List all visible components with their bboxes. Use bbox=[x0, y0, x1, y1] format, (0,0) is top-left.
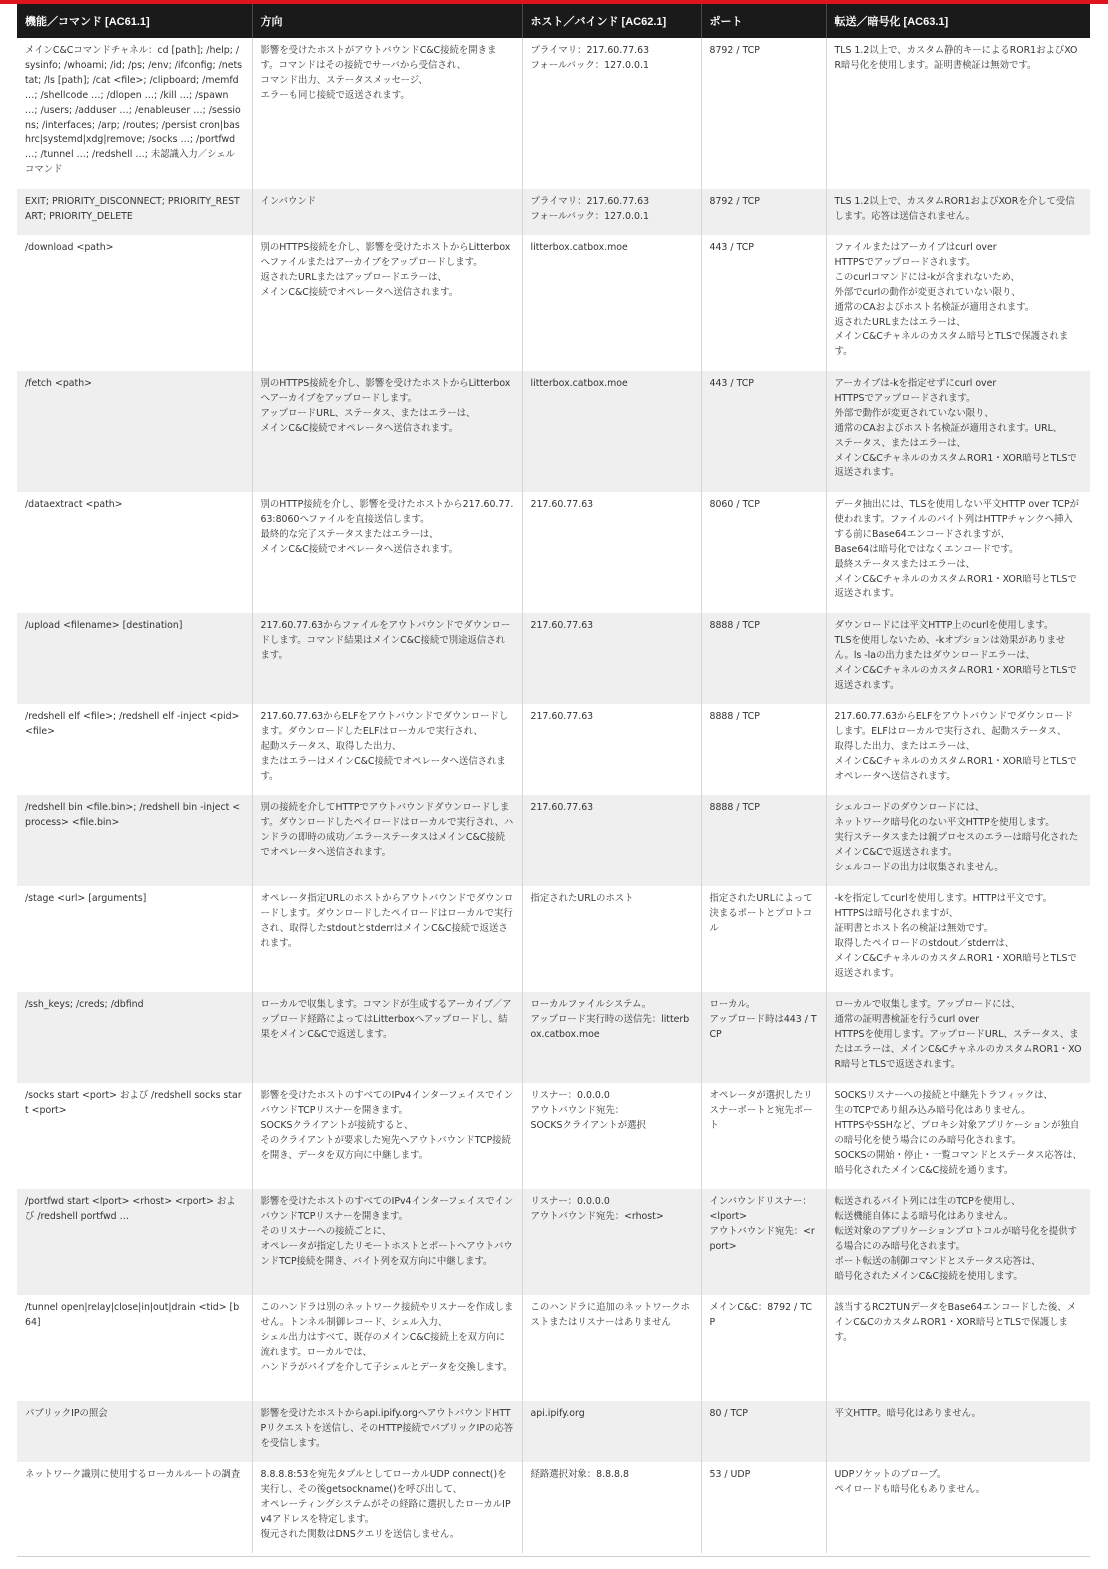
cell-host: 217.60.77.63 bbox=[522, 492, 701, 613]
cell-feature: メインC&Cコマンドチャネル：cd [path]; /help; /sysinfo; /whoami; /id; /ps; /env; /ifconfig; /netstat; /ls [path]; /cat <file>; /clipboard; /memfd …; /shellcode …; /dlopen …; /kill …; /spawn …; /users; /adduser …; /enableuser …; /sessions; /interfaces; /arp; /routes; /persist cron|bashrc|systemd|xdg|remove; /socks …; /portfwd …; /tunnel …; /redshell …; 未認識入力／シェルコマンド bbox=[17, 38, 252, 189]
cell-direction: 別のHTTPS接続を介し、影響を受けたホストからLitterboxへアーカイブをアップロードします。 アップロードURL、ステータス、またはエラーは、 メインC&C接続でオペレータへ送信されます。 bbox=[252, 371, 522, 492]
cell-port: 443 / TCP bbox=[701, 235, 826, 371]
table-row bbox=[17, 704, 1090, 795]
command-table-container bbox=[17, 4, 1090, 1553]
cell-direction: 別のHTTPS接続を介し、影響を受けたホストからLitterboxへファイルまたはアーカイブをアップロードします。 返されたURLまたはアップロードエラーは、 メインC&C接続でオペレータへ送信されます。 bbox=[252, 235, 522, 371]
cell-feature: パブリックIPの照会 bbox=[17, 1401, 252, 1462]
cell-feature: /dataextract <path> bbox=[17, 492, 252, 613]
table-row bbox=[17, 1189, 1090, 1295]
cell-feature: /portfwd start <lport> <rhost> <rport> および /redshell portfwd … bbox=[17, 1189, 252, 1295]
table-row bbox=[17, 1401, 1090, 1462]
table-row bbox=[17, 38, 1090, 189]
cell-feature: /stage <url> [arguments] bbox=[17, 886, 252, 992]
cell-host: ローカルファイルシステム。 アップロード実行時の送信先：litterbox.catbox.moe bbox=[522, 992, 701, 1083]
cell-host: リスナー：0.0.0.0 アウトバウンド宛先：<rhost> bbox=[522, 1189, 701, 1295]
cell-host: api.ipify.org bbox=[522, 1401, 701, 1462]
cell-direction: 別のHTTP接続を介し、影響を受けたホストから217.60.77.63:8060へファイルを直接送信します。 最終的な完了ステータスまたはエラーは、 メインC&C接続でオペレータへ送信されます。 bbox=[252, 492, 522, 613]
cell-transport: 217.60.77.63からELFをアウトバウンドでダウンロードします。ELFはローカルで実行され、起動ステータス、 取得した出力、またはエラーは、 メインC&CチャネルのカスタムROR1・XOR暗号とTLSでオペレータへ送信されます。 bbox=[826, 704, 1090, 795]
cell-direction: オペレータ指定URLのホストからアウトバウンドでダウンロードします。ダウンロードしたペイロードはローカルで実行され、取得したstdoutとstderrはメインC&C接続で返送されます。 bbox=[252, 886, 522, 992]
cell-host: 指定されたURLのホスト bbox=[522, 886, 701, 992]
cell-transport: ファイルまたはアーカイブはcurl over HTTPSでアップロードされます。 このcurlコマンドには-kが含まれないため、 外部でcurlの動作が変更されていない限り、 通常のCAおよびホスト名検証が適用されます。 返されたURLまたはエラーは、 メインC&Cチャネルのカスタム暗号とTLSで保護されます。 bbox=[826, 235, 1090, 371]
cell-transport: UDPソケットのプローブ。 ペイロードも暗号化もありません。 bbox=[826, 1462, 1090, 1553]
header-row bbox=[17, 4, 1090, 38]
table-row bbox=[17, 1083, 1090, 1189]
cell-host: 217.60.77.63 bbox=[522, 613, 701, 704]
cell-direction: 影響を受けたホストのすべてのIPv4インターフェイスでインバウンドTCPリスナーを開きます。 SOCKSクライアントが接続すると、 そのクライアントが要求した宛先へアウトバウンドTCP接続を開き、データを双方向に中継します。 bbox=[252, 1083, 522, 1189]
cell-port: 443 / TCP bbox=[701, 371, 826, 492]
cell-host: プライマリ：217.60.77.63 フォールバック：127.0.0.1 bbox=[522, 38, 701, 189]
cell-host: リスナー：0.0.0.0 アウトバウンド宛先： SOCKSクライアントが選択 bbox=[522, 1083, 701, 1189]
table-row bbox=[17, 992, 1090, 1083]
cell-feature: /download <path> bbox=[17, 235, 252, 371]
cell-direction: インバウンド bbox=[252, 189, 522, 235]
cell-port: 指定されたURLによって決まるポートとプロトコル bbox=[701, 886, 826, 992]
cell-host: 217.60.77.63 bbox=[522, 704, 701, 795]
table-row bbox=[17, 1462, 1090, 1553]
table-row bbox=[17, 1295, 1090, 1401]
cell-transport: シェルコードのダウンロードには、 ネットワーク暗号化のない平文HTTPを使用します。 実行ステータスまたは親プロセスのエラーは暗号化されたメインC&Cで返送されます。 シェルコードの出力は収集されません。 bbox=[826, 795, 1090, 886]
cell-direction: 影響を受けたホストのすべてのIPv4インターフェイスでインバウンドTCPリスナーを開きます。 そのリスナーへの接続ごとに、 オペレータが指定したリモートホストとポートへアウトバウンドTCP接続を開き、バイト列を双方向に中継します。 bbox=[252, 1189, 522, 1295]
cell-direction: 別の接続を介してHTTPでアウトバウンドダウンロードします。ダウンロードしたペイロードはローカルで実行され、ハンドラの即時の成功／エラーステータスはメインC&C接続でオペレータへ送信されます。 bbox=[252, 795, 522, 886]
cell-host: プライマリ：217.60.77.63 フォールバック：127.0.0.1 bbox=[522, 189, 701, 235]
table-row bbox=[17, 371, 1090, 492]
cell-direction: ローカルで収集します。コマンドが生成するアーカイブ／アップロード経路によってはLitterboxへアップロードし、結果をメインC&Cで返送します。 bbox=[252, 992, 522, 1083]
cell-host: litterbox.catbox.moe bbox=[522, 371, 701, 492]
cell-transport: ローカルで収集します。アップロードには、 通常の証明書検証を行うcurl over HTTPSを使用します。アップロードURL、ステータス、またはエラーは、メインC&CチャネルのカスタムROR1・XOR暗号とTLSで返送されます。 bbox=[826, 992, 1090, 1083]
cell-transport: TLS 1.2以上で、カスタムROR1およびXORを介して受信します。応答は送信されません。 bbox=[826, 189, 1090, 235]
table-bottom-rule bbox=[17, 1556, 1090, 1557]
cell-feature: /socks start <port> および /redshell socks start <port> bbox=[17, 1083, 252, 1189]
header-host: ホスト／バインド [AC62.1] bbox=[522, 4, 701, 38]
cell-port: オペレータが選択したリスナーポートと宛先ポート bbox=[701, 1083, 826, 1189]
cell-feature: /upload <filename> [destination] bbox=[17, 613, 252, 704]
cell-host: 217.60.77.63 bbox=[522, 795, 701, 886]
cell-port: ローカル。 アップロード時は443 / TCP bbox=[701, 992, 826, 1083]
cell-feature: /redshell elf <file>; /redshell elf -inject <pid> <file> bbox=[17, 704, 252, 795]
cell-direction: このハンドラは別のネットワーク接続やリスナーを作成しません。トンネル制御レコード、シェル入力、 シェル出力はすべて、既存のメインC&C接続上を双方向に流れます。ローカルでは、 ハンドラがパイプを介して子シェルとデータを交換します。 bbox=[252, 1295, 522, 1401]
cell-transport: 転送されるバイト列には生のTCPを使用し、 転送機能自体による暗号化はありません。 転送対象のアプリケーションプロトコルが暗号化を提供する場合にのみ暗号化されます。 ポート転送の制御コマンドとステータス応答は、 暗号化されたメインC&C接続を使用します。 bbox=[826, 1189, 1090, 1295]
cell-transport: SOCKSリスナーへの接続と中継先トラフィックは、 生のTCPであり組み込み暗号化はありません。 HTTPSやSSHなど、プロキシ対象アプリケーションが独自の暗号化を使う場合にのみ暗号化されます。 SOCKSの開始・停止・一覧コマンドとステータス応答は、暗号化されたメインC&C接続を通ります。 bbox=[826, 1083, 1090, 1189]
cell-direction: 影響を受けたホストからapi.ipify.orgへアウトバウンドHTTPリクエストを送信し、そのHTTP接続でパブリックIPの応答を受信します。 bbox=[252, 1401, 522, 1462]
cell-feature: /tunnel open|relay|close|in|out|drain <tid> [b64] bbox=[17, 1295, 252, 1401]
table-row bbox=[17, 492, 1090, 613]
cell-transport: アーカイブは-kを指定せずにcurl over HTTPSでアップロードされます。 外部で動作が変更されていない限り、 通常のCAおよびホスト名検証が適用されます。URL、 ステータス、またはエラーは、 メインC&CチャネルのカスタムROR1・XOR暗号とTLSで返送されます。 bbox=[826, 371, 1090, 492]
header-transport: 転送／暗号化 [AC63.1] bbox=[826, 4, 1090, 38]
cell-host: litterbox.catbox.moe bbox=[522, 235, 701, 371]
cell-transport: データ抽出には、TLSを使用しない平文HTTP over TCPが使われます。ファイルのバイト列はHTTPチャンクへ挿入する前にBase64エンコードされますが、 Base64は暗号化ではなくエンコードです。 最終ステータスまたはエラーは、 メインC&CチャネルのカスタムROR1・XOR暗号とTLSで返送されます。 bbox=[826, 492, 1090, 613]
cell-feature: /fetch <path> bbox=[17, 371, 252, 492]
cell-port: 8792 / TCP bbox=[701, 38, 826, 189]
cell-direction: 影響を受けたホストがアウトバウンドC&C接続を開きます。コマンドはその接続でサーバから受信され、 コマンド出力、ステータスメッセージ、 エラーも同じ接続で返送されます。 bbox=[252, 38, 522, 189]
cell-transport: -kを指定してcurlを使用します。HTTPは平文です。 HTTPSは暗号化されますが、 証明書とホスト名の検証は無効です。 取得したペイロードのstdout／stderrは、 メインC&CチャネルのカスタムROR1・XOR暗号とTLSで返送されます。 bbox=[826, 886, 1090, 992]
cell-feature: EXIT; PRIORITY_DISCONNECT; PRIORITY_RESTART; PRIORITY_DELETE bbox=[17, 189, 252, 235]
cell-direction: 8.8.8.8:53を宛先タプルとしてローカルUDP connect()を実行し、その後getsockname()を呼び出して、 オペレーティングシステムがその経路に選択したローカルIPv4アドレスを特定します。 復元された関数はDNSクエリを送信しません。 bbox=[252, 1462, 522, 1553]
cell-port: 8888 / TCP bbox=[701, 704, 826, 795]
cell-transport: 該当するRC2TUNデータをBase64エンコードした後、メインC&CのカスタムROR1・XOR暗号とTLSで保護します。 bbox=[826, 1295, 1090, 1401]
table-body bbox=[17, 38, 1090, 1553]
cell-port: 8060 / TCP bbox=[701, 492, 826, 613]
cell-transport: ダウンロードには平文HTTP上のcurlを使用します。 TLSを使用しないため、-kオプションは効果がありません。ls -laの出力またはダウンロードエラーは、 メインC&CチャネルのカスタムROR1・XOR暗号とTLSで返送されます。 bbox=[826, 613, 1090, 704]
cell-host: このハンドラに追加のネットワークホストまたはリスナーはありません bbox=[522, 1295, 701, 1401]
cell-port: 53 / UDP bbox=[701, 1462, 826, 1553]
header-direction: 方向 bbox=[252, 4, 522, 38]
cell-direction: 217.60.77.63からファイルをアウトバウンドでダウンロードします。コマンド結果はメインC&C接続で別途返信されます。 bbox=[252, 613, 522, 704]
table-row bbox=[17, 189, 1090, 235]
cell-feature: ネットワーク識別に使用するローカルルートの調査 bbox=[17, 1462, 252, 1553]
cell-port: 8792 / TCP bbox=[701, 189, 826, 235]
command-table bbox=[17, 4, 1090, 1553]
cell-feature: /ssh_keys; /creds; /dbfind bbox=[17, 992, 252, 1083]
cell-direction: 217.60.77.63からELFをアウトバウンドでダウンロードします。ダウンロードしたELFはローカルで実行され、 起動ステータス、取得した出力、 またはエラーはメインC&C接続でオペレータへ送信されます。 bbox=[252, 704, 522, 795]
cell-port: 80 / TCP bbox=[701, 1401, 826, 1462]
cell-port: 8888 / TCP bbox=[701, 795, 826, 886]
table-row bbox=[17, 795, 1090, 886]
header-port: ポート bbox=[701, 4, 826, 38]
table-header bbox=[17, 4, 1090, 38]
table-row bbox=[17, 886, 1090, 992]
cell-port: 8888 / TCP bbox=[701, 613, 826, 704]
table-row bbox=[17, 235, 1090, 371]
cell-transport: TLS 1.2以上で、カスタム静的キーによるROR1およびXOR暗号化を使用します。証明書検証は無効です。 bbox=[826, 38, 1090, 189]
cell-port: メインC&C：8792 / TCP bbox=[701, 1295, 826, 1401]
cell-feature: /redshell bin <file.bin>; /redshell bin -inject <process> <file.bin> bbox=[17, 795, 252, 886]
header-feature: 機能／コマンド [AC61.1] bbox=[17, 4, 252, 38]
table-row bbox=[17, 613, 1090, 704]
cell-host: 経路選択対象：8.8.8.8 bbox=[522, 1462, 701, 1553]
cell-port: インバウンドリスナー：<lport> アウトバウンド宛先：<rport> bbox=[701, 1189, 826, 1295]
cell-transport: 平文HTTP。暗号化はありません。 bbox=[826, 1401, 1090, 1462]
